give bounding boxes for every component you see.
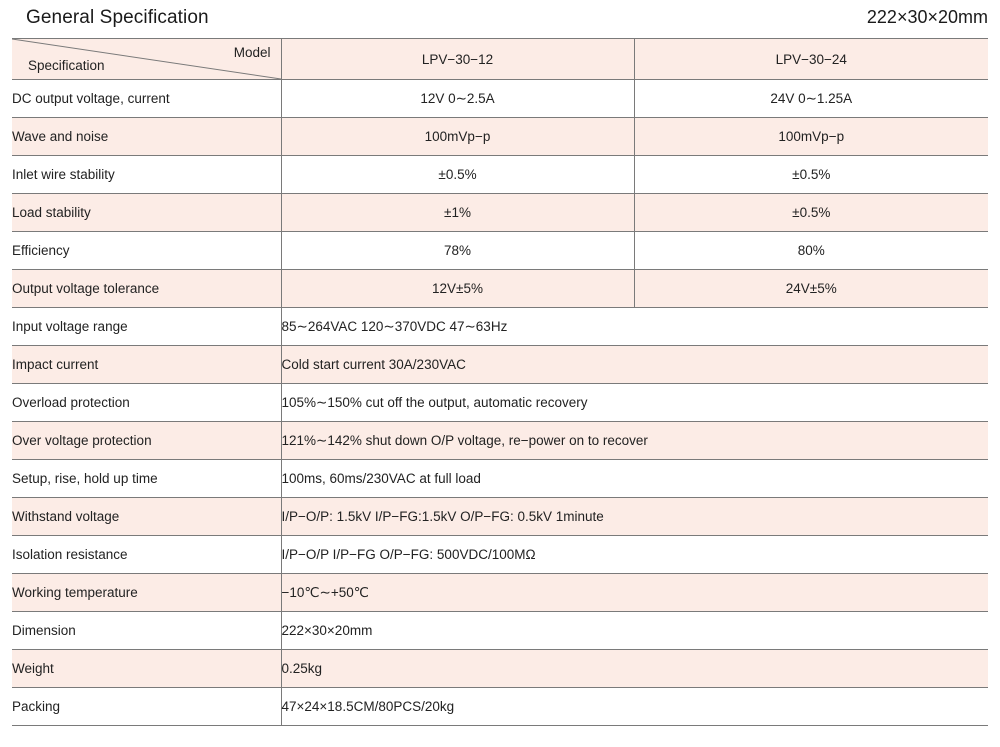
- spec-row: [12, 232, 988, 270]
- corner-cell: [12, 39, 281, 80]
- page-title: General Specification: [26, 7, 209, 28]
- spec-row: [12, 650, 988, 688]
- model-header-1: LPV−30−12: [281, 39, 634, 80]
- spec-row: [12, 460, 988, 498]
- spec-label: Packing: [12, 688, 281, 726]
- spec-value-model-1: 12V 0∼2.5A: [281, 80, 634, 118]
- spec-value-common: 47×24×18.5CM/80PCS/20kg: [281, 688, 988, 726]
- spec-label: Input voltage range: [12, 308, 281, 346]
- model-header-2: LPV−30−24: [634, 39, 988, 80]
- spec-value-common: 0.25kg: [281, 650, 988, 688]
- spec-value-model-1: 78%: [281, 232, 634, 270]
- spec-label: Overload protection: [12, 384, 281, 422]
- spec-label: Over voltage protection: [12, 422, 281, 460]
- spec-row: [12, 574, 988, 612]
- spec-label: Wave and noise: [12, 118, 281, 156]
- spec-label: Setup, rise, hold up time: [12, 460, 281, 498]
- spec-value-common: 121%∼142% shut down O/P voltage, re−power on to recover: [281, 422, 988, 460]
- spec-value-model-2: 100mVp−p: [634, 118, 988, 156]
- spec-label: Inlet wire stability: [12, 156, 281, 194]
- spec-value-model-2: 24V 0∼1.25A: [634, 80, 988, 118]
- spec-value-common: I/P−O/P: 1.5kV I/P−FG:1.5kV O/P−FG: 0.5kV 1minute: [281, 498, 988, 536]
- spec-label: Withstand voltage: [12, 498, 281, 536]
- spec-row: [12, 156, 988, 194]
- spec-label: Isolation resistance: [12, 536, 281, 574]
- spec-value-model-2: 24V±5%: [634, 270, 988, 308]
- spec-row: [12, 422, 988, 460]
- spec-value-common: Cold start current 30A/230VAC: [281, 346, 988, 384]
- table-header-row: [12, 39, 988, 80]
- spec-value-common: I/P−O/P I/P−FG O/P−FG: 500VDC/100MΩ: [281, 536, 988, 574]
- spec-label: Weight: [12, 650, 281, 688]
- spec-label: Efficiency: [12, 232, 281, 270]
- spec-value-model-1: ±1%: [281, 194, 634, 232]
- spec-value-model-1: ±0.5%: [281, 156, 634, 194]
- spec-label: Impact current: [12, 346, 281, 384]
- spec-value-model-2: 80%: [634, 232, 988, 270]
- spec-value-common: −10℃∼+50℃: [281, 574, 988, 612]
- corner-spec-label: Specification: [28, 58, 105, 73]
- spec-label: DC output voltage, current: [12, 80, 281, 118]
- spec-value-model-1: 12V±5%: [281, 270, 634, 308]
- spec-value-common: 100ms, 60ms/230VAC at full load: [281, 460, 988, 498]
- spec-row: [12, 536, 988, 574]
- spec-row: [12, 688, 988, 726]
- spec-row: [12, 612, 988, 650]
- spec-label: Dimension: [12, 612, 281, 650]
- spec-value-model-1: 100mVp−p: [281, 118, 634, 156]
- spec-label: Output voltage tolerance: [12, 270, 281, 308]
- spec-row: [12, 384, 988, 422]
- spec-value-model-2: ±0.5%: [634, 156, 988, 194]
- spec-row: [12, 308, 988, 346]
- spec-value-model-2: ±0.5%: [634, 194, 988, 232]
- spec-value-common: 85∼264VAC 120∼370VDC 47∼63Hz: [281, 308, 988, 346]
- spec-label: Load stability: [12, 194, 281, 232]
- spec-table: [12, 38, 988, 726]
- spec-row: [12, 118, 988, 156]
- spec-row: [12, 80, 988, 118]
- spec-row: [12, 498, 988, 536]
- spec-row: [12, 346, 988, 384]
- corner-model-label: Model: [233, 45, 271, 60]
- spec-value-common: 105%∼150% cut off the output, automatic recovery: [281, 384, 988, 422]
- spec-row: [12, 194, 988, 232]
- product-dimension: 222×30×20mm: [866, 7, 988, 27]
- spec-label: Working temperature: [12, 574, 281, 612]
- spec-value-common: 222×30×20mm: [281, 612, 988, 650]
- spec-row: [12, 270, 988, 308]
